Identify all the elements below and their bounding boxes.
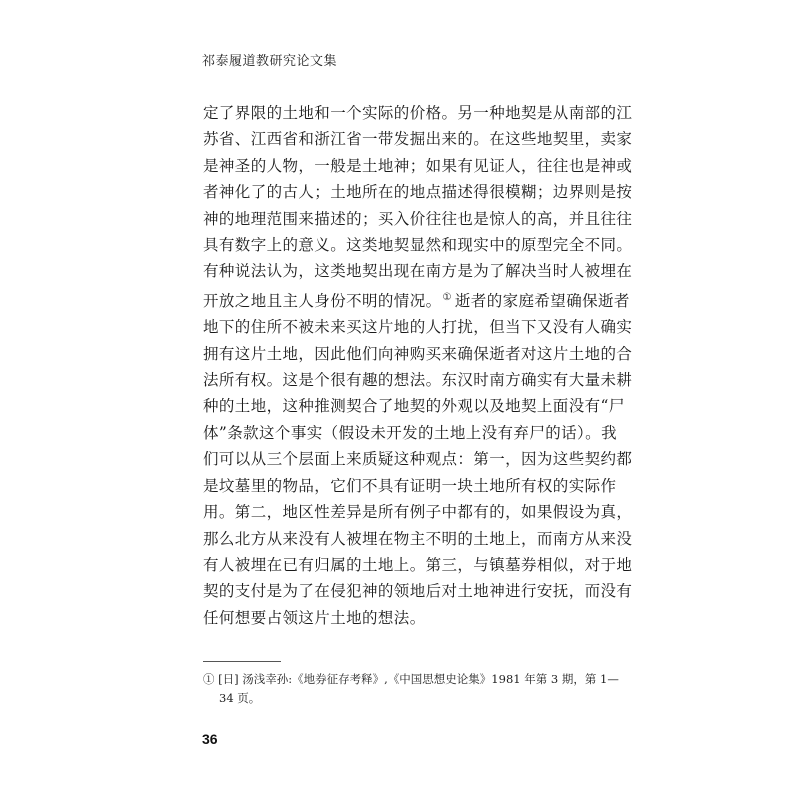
body-line: 有种说法认为，这类地契出现在南方是为了解决当时人被埋在 (203, 262, 633, 281)
body-line: 具有数字上的意义。这类地契显然和现实中的原型完全不同。 (203, 236, 633, 255)
body-line: 法所有权。这是个很有趣的想法。东汉时南方确实有大量未耕 (203, 371, 633, 390)
footnote-line: 34 页。 (219, 691, 261, 705)
body-line: 者神化了的古人；土地所在的地点描述得很模糊；边界则是按 (203, 183, 633, 202)
body-line: 体”条款这个事实（假设未开发的土地上没有弃尸的话）。我 (203, 423, 617, 442)
body-line: 拥有这片土地，因此他们向神购买来确保逝者对这片土地的合 (203, 344, 633, 363)
page-number: 36 (202, 731, 218, 747)
running-header: 祁泰履道教研究论文集 (202, 54, 338, 69)
footnote (203, 670, 619, 708)
footnote-reference[interactable]: ① (442, 291, 452, 303)
body-line-segment: 开放之地且主人身份不明的情况。 (203, 291, 442, 310)
body-text (203, 100, 633, 631)
body-line: 苏省、江西省和浙江省一带发掘出来的。在这些地契里，卖家 (203, 130, 633, 149)
body-line-with-footnote (203, 285, 630, 314)
body-line: 是坟墓里的物品，它们不具有证明一块土地所有权的实际作 (203, 476, 617, 495)
body-line: 定了界限的土地和一个实际的价格。另一种地契是从南部的江 (203, 104, 633, 122)
footnote-line: ① [日] 汤浅幸孙:《地券征存考释》,《中国思想史论集》1981 年第 3 期，第 1— (203, 672, 619, 686)
body-line: 那么北方从来没有人被埋在物主不明的土地上，而南方从来没 (203, 529, 633, 548)
body-line: 们可以从三个层面上来质疑这种观点：第一，因为这些契约都 (203, 450, 633, 469)
body-line: 地下的住所不被未来买这片地的人打扰，但当下又没有人确实 (203, 318, 633, 337)
body-line: 种的土地，这种推测契合了地契的外观以及地契上面没有“尸 (203, 397, 625, 416)
body-line: 神的地理范围来描述的；买入价往往也是惊人的高，并且往往 (203, 209, 633, 228)
body-line: 用。第二，地区性差异是所有例子中都有的，如果假设为真， (203, 503, 633, 522)
body-line-segment: 逝者的家庭希望确保逝者 (454, 291, 630, 310)
body-line: 是神圣的人物，一般是土地神；如果有见证人，往往也是神或 (203, 156, 633, 175)
body-line-last: 任何想要占领这片土地的想法。 (203, 608, 426, 627)
footnote-divider (203, 661, 281, 662)
body-line: 契的支付是为了在侵犯神的领地后对土地神进行安抚，而没有 (203, 582, 633, 601)
body-line: 有人被埋在已有归属的土地上。第三，与镇墓券相似，对于地 (203, 555, 633, 574)
